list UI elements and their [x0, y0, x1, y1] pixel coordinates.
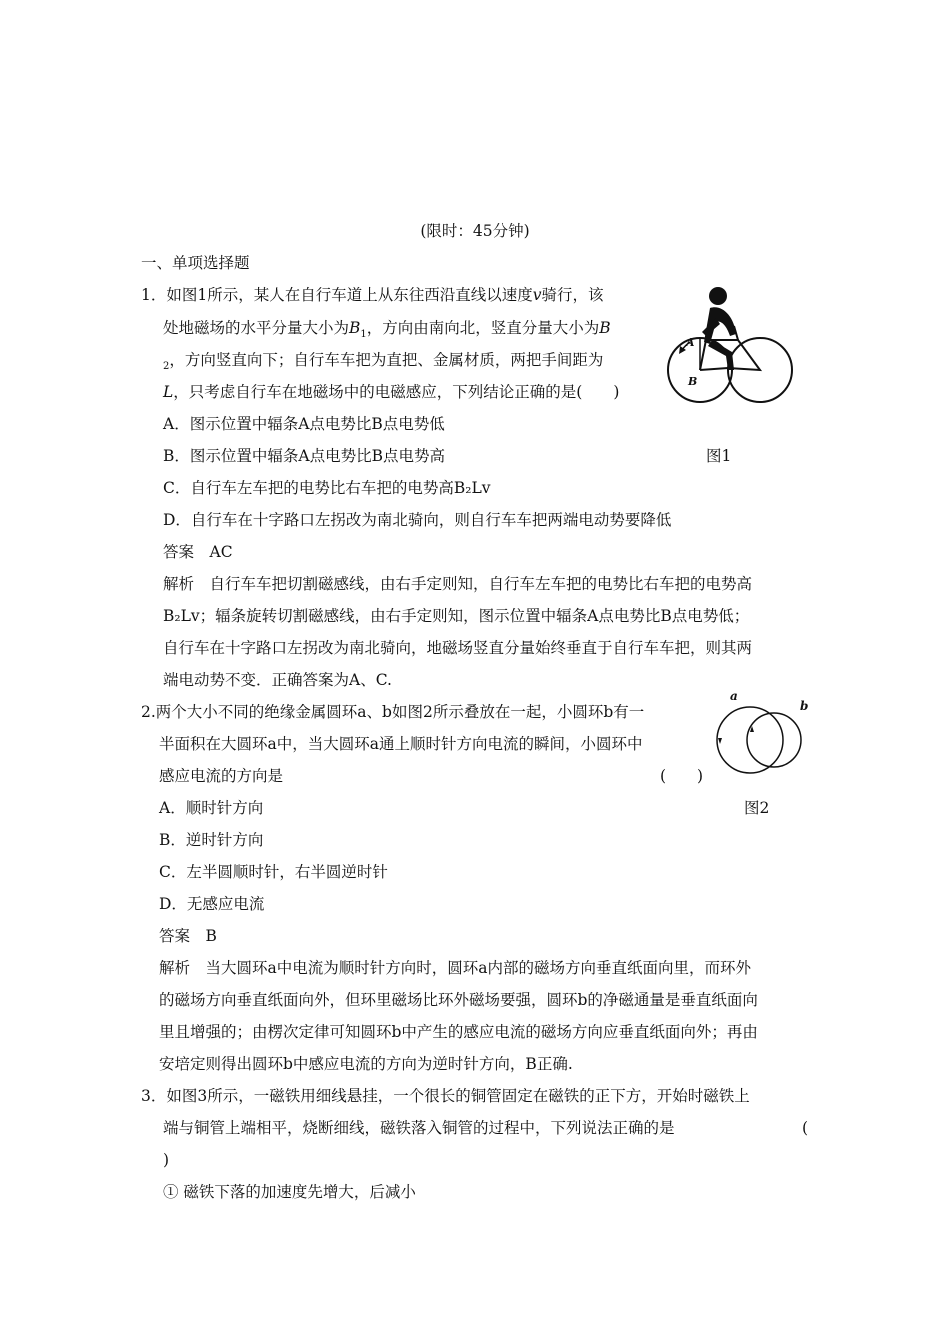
q1-stem-line-4: L，只考虑自行车在地磁场中的电磁感应，下列结论正确的是( ) — [163, 383, 620, 401]
q2-figure-caption: 图2 — [744, 799, 770, 817]
q2-analysis-line-1: 解析 当大圆环a中电流为顺时针方向时，圆环a内部的磁场方向垂直纸面向里，而环外 — [159, 959, 751, 977]
ring-b — [747, 713, 801, 767]
ring-a-label: a — [730, 689, 738, 703]
q3-bracket-open: ( — [802, 1119, 809, 1137]
rider-head — [709, 287, 727, 305]
q1-figure-caption: 图1 — [706, 447, 732, 465]
q3-bracket-close: ) — [163, 1151, 170, 1169]
q2-analysis-line-3: 里且增强的；由楞次定律可知圆环b中产生的感应电流的磁场方向应垂直纸面向外；再由 — [159, 1023, 758, 1041]
q3-stem-line-1: 3．如图3所示，一磁铁用细线悬挂，一个很长的铜管固定在磁铁的正下方，开始时磁铁上 — [141, 1087, 750, 1105]
q1-stem-line-3: $_2$，方向竖直向下；自行车车把为直把、金属材质，两把手间距为 — [163, 351, 604, 373]
q2-stem-line-1: 2.两个大小不同的绝缘金属圆环a、b如图2所示叠放在一起，小圆环b有一 — [141, 703, 645, 721]
q1-option-b: B．图示位置中辐条A点电势比B点电势高 — [163, 447, 445, 465]
q2-option-a: A．顺时针方向 — [159, 799, 264, 817]
q2-analysis-line-2: 的磁场方向垂直纸面向外，但环里磁场比环外磁场要强，圆环b的净磁通量是垂直纸面向 — [159, 991, 758, 1009]
q3-item-1: ① 磁铁下落的加速度先增大，后减小 — [163, 1183, 416, 1201]
q2-answer-bracket: ( ) — [660, 767, 704, 785]
q1-stem-line-2: 处地磁场的水平分量大小为$B_1$，方向由南向北，竖直分量大小为B — [163, 319, 611, 341]
q1-analysis-line-3: 自行车在十字路口左拐改为南北骑向，地磁场竖直分量始终垂直于自行车车把，则其两 — [163, 639, 753, 657]
point-b-label: B — [688, 375, 698, 388]
ring-b-label: b — [800, 699, 809, 713]
q1-analysis-line-4: 端电动势不变．正确答案为A、C. — [163, 671, 392, 689]
point-a-label: A — [686, 336, 695, 349]
q1-analysis-line-2: B₂Lv；辐条旋转切割磁感线，由右手定则知，图示位置中辐条A点电势比B点电势低； — [163, 607, 750, 625]
q2-option-d: D．无感应电流 — [159, 895, 265, 913]
q1-analysis-line-1: 解析 自行车车把切割磁感线，由右手定则知，自行车左车把的电势比右车把的电势高 — [163, 575, 753, 593]
rings-figure — [708, 688, 814, 776]
q2-option-b: B．逆时针方向 — [159, 831, 264, 849]
q2-option-c: C．左半圆顺时针，右半圆逆时针 — [159, 863, 388, 881]
q2-answer: 答案 B — [159, 927, 217, 945]
bicycle-figure — [660, 282, 800, 404]
q1-option-d: D．自行车在十字路口左拐改为南北骑向，则自行车车把两端电动势要降低 — [163, 511, 672, 529]
rider-leg — [708, 340, 734, 370]
ring-a-arrow — [718, 738, 722, 744]
q1-option-a: A．图示位置中辐条A点电势比B点电势低 — [163, 415, 445, 433]
q1-answer: 答案 AC — [163, 543, 233, 561]
q2-stem-line-2: 半面积在大圆环a中，当大圆环a通上顺时针方向电流的瞬间，小圆环中 — [159, 735, 643, 753]
q1-stem-line-1: 1．如图1所示，某人在自行车道上从东往西沿直线以速度v骑行，该 — [141, 286, 604, 304]
q3-stem-line-2: 端与铜管上端相平，烧断细线，磁铁落入铜管的过程中，下列说法正确的是 — [163, 1119, 675, 1137]
q1-option-c: C．自行车左车把的电势比右车把的电势高B₂Lv — [163, 479, 491, 497]
q2-stem-line-3: 感应电流的方向是 — [159, 767, 284, 785]
section-title: 一、单项选择题 — [141, 254, 250, 272]
time-limit-header: (限时：45分钟) — [420, 222, 530, 240]
ring-a — [717, 707, 783, 773]
q2-analysis-line-4: 安培定则得出圆环b中感应电流的方向为逆时针方向，B正确. — [159, 1055, 573, 1073]
